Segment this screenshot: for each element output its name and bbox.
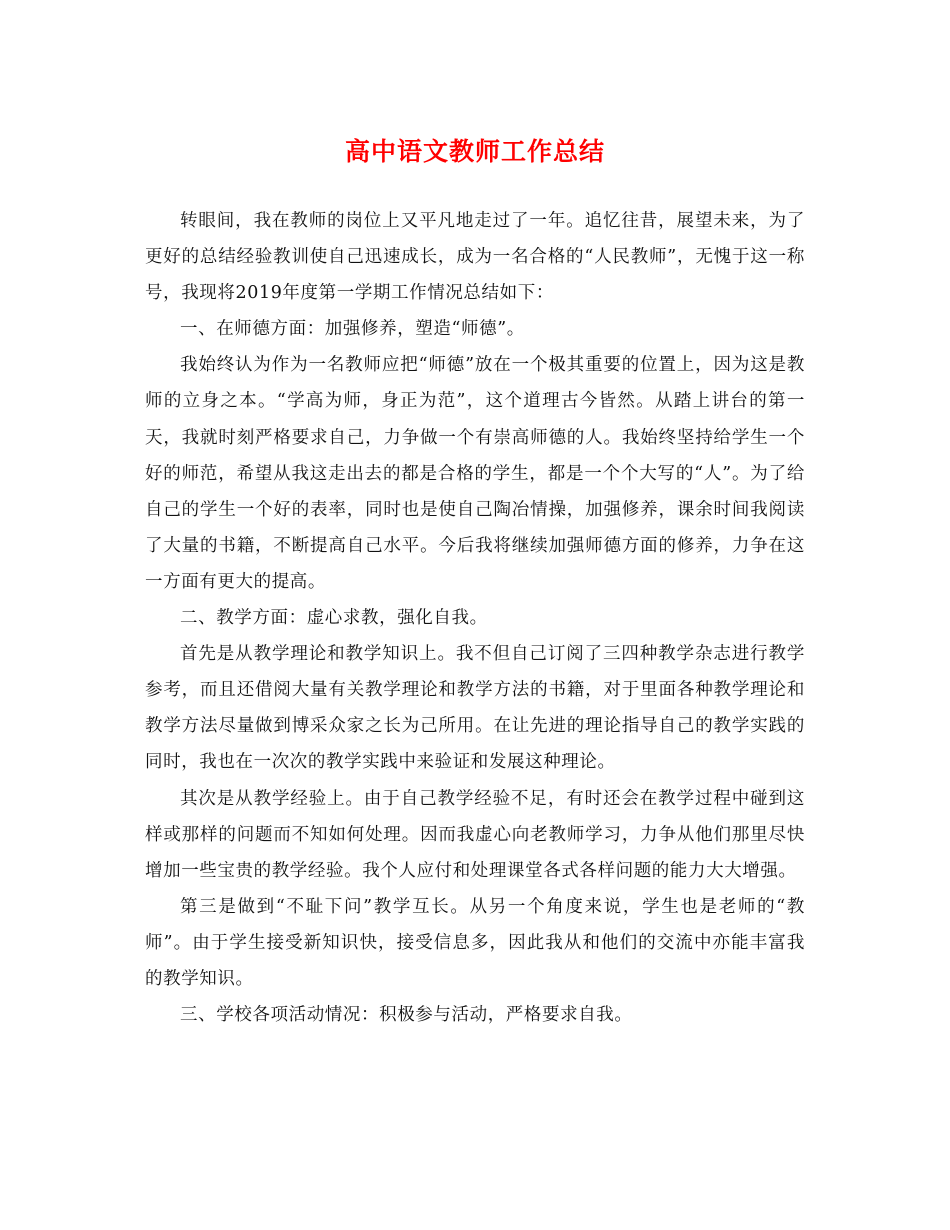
paragraph-teaching-mutual: 第三是做到“不耻下问”教学互长。从另一个角度来说，学生也是老师的“教师”。由于学生接受新知识快，接受信息多，因此我从和他们的交流中亦能丰富我的教学知识。 [145, 896, 805, 989]
paragraph-ethics: 我始终认为作为一名教师应把“师德”放在一个极其重要的位置上，因为这是教师的立身之本。“学高为师，身正为范”，这个道理古今皆然。从踏上讲台的第一天，我就时刻严格要求自己，力争做一个有崇高师德的人。我始终坚持给学生一个好的师范，希望从我这走出去的都是合格的学生，都是一个个大写的“人”。为了给自己的学生一个好的表率，同时也是使自己陶冶情操，加强修养，课余时间我阅读了大量的书籍，不断提高自己水平。今后我将继续加强师德方面的修养，力争在这一方面有更大的提高。 [145, 355, 805, 592]
paragraph-intro: 转眼间，我在教师的岗位上又平凡地走过了一年。追忆往昔，展望未来，为了更好的总结经验教训使自己迅速成长，成为一名合格的“人民教师”，无愧于这一称号，我现将2019年度第一学期工作情况总结如下： [145, 211, 805, 304]
paragraph-teaching-experience: 其次是从教学经验上。由于自己教学经验不足，有时还会在教学过程中碰到这样或那样的问题而不知如何处理。因而我虚心向老教师学习，力争从他们那里尽快增加一些宝贵的教学经验。我个人应付和处理课堂各式各样问题的能力大大增强。 [145, 788, 805, 881]
section-heading-activities: 三、学校各项活动情况：积极参与活动，严格要求自我。 [180, 1005, 633, 1026]
document-title: 高中语文教师工作总结 [344, 137, 605, 166]
section-heading-teaching: 二、教学方面：虚心求教，强化自我。 [180, 608, 488, 629]
paragraph-teaching-theory: 首先是从教学理论和教学知识上。我不但自己订阅了三四种教学杂志进行教学参考，而且还借阅大量有关教学理论和教学方法的书籍，对于里面各种教学理论和教学方法尽量做到博采众家之长为己所用。在让先进的理论指导自己的教学实践的同时，我也在一次次的教学实践中来验证和发展这种理论。 [145, 644, 805, 773]
document-body [145, 203, 805, 1033]
section-heading-ethics: 一、在师德方面：加强修养，塑造“师德”。 [180, 319, 525, 340]
